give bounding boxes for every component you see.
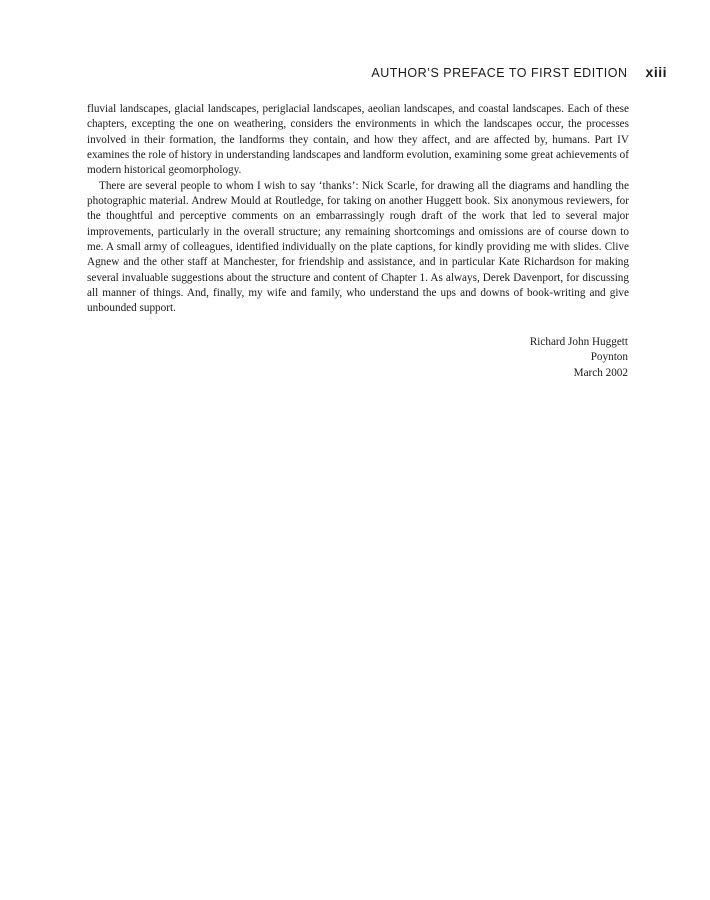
running-head-title: AUTHOR’S PREFACE TO FIRST EDITION	[371, 66, 628, 80]
page-number: xiii	[645, 64, 667, 80]
signature-date: March 2002	[573, 366, 628, 379]
signature-place: Poynton	[590, 351, 628, 364]
paragraph: There are several people to whom I wish to say ‘thanks’: Nick Scarle, for drawing all the diagrams and handling the photographic material. Andrew Mould at Routledge, for taking on another Huggett book. Six anonymous reviewers, for the thoughtful and perceptive comments on an embarrassingly rough draft of the work that led to several major improvements, particularly in the overall structure; any remaining shortcomings and omissions are of course down to me. A small army of colleagues, identified individually on the plate captions, for kindly providing me with slides. Clive Agnew and the other staff at Manchester, for friendship and assistance, and in particular Kate Richardson for making several invaluable suggestions about the structure and content of Chapter 1. As always, Derek Davenport, for discussing all manner of things. And, finally, my wife and family, who understand the ups and downs of book-writing and give unbounded support.	[87, 179, 629, 315]
author-name: Richard John Huggett	[529, 336, 628, 348]
preface-body	[87, 102, 629, 317]
signature-block	[530, 335, 628, 381]
paragraph: fluvial landscapes, glacial landscapes, periglacial landscapes, aeolian landscapes, and coastal landscapes. Each of these chapters, excepting the one on weathering, considers the environments in which the landscapes occur, the processes involved in their formation, the landforms they contain, and how they affect, and are affected by, humans. Part IV examines the role of history in understanding landscapes and landform evolution, examining some great achievements of modern historical geomorphology.	[87, 103, 629, 177]
running-head	[371, 64, 667, 80]
